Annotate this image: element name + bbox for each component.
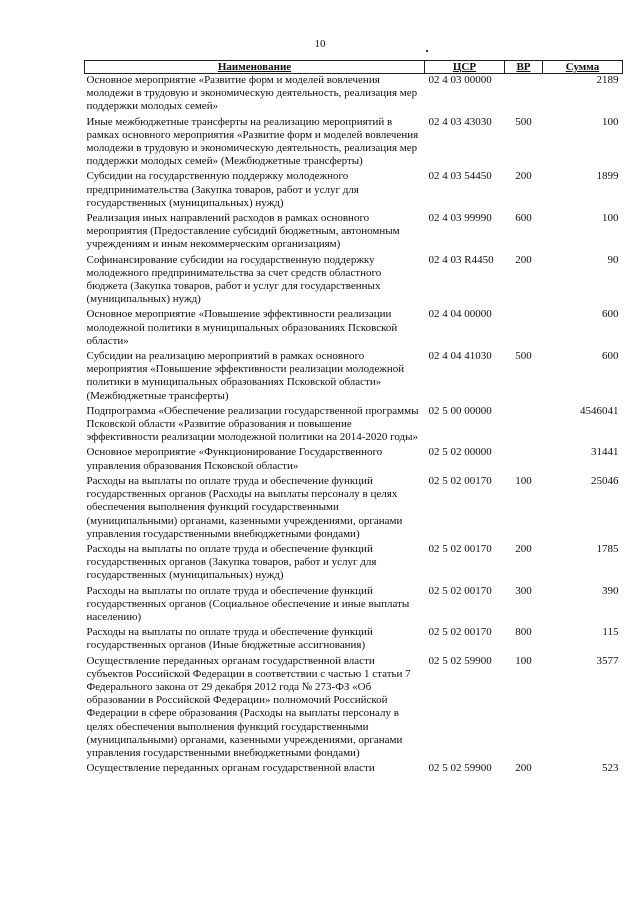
cell-name: Основное мероприятие «Функционирование Государственного управления образования Псковской области» (86, 446, 383, 472)
header-sum: Сумма (543, 61, 623, 74)
cell-sum: 3577 (596, 654, 619, 667)
cell-vr: 600 (515, 212, 532, 225)
header-vr: ВР (505, 61, 543, 74)
cell-vr (505, 74, 543, 116)
table-body (85, 74, 623, 778)
table-row (85, 212, 623, 254)
cell-name: Субсидии на реализацию мероприятий в рамках основного мероприятия «Повышение эффективности реализации молодежной политики в муниципальных образованиях Псковской области» (Межбюджетные трансферты) (86, 350, 405, 402)
cell-csr: 02 4 03 43030 (428, 115, 492, 128)
table-row (85, 170, 623, 212)
cell-name: Расходы на выплаты по оплате труда и обеспечение функций государственных органов (Закупка товаров, работ и услуг для государственных (муниципальных) нужд) (86, 542, 377, 582)
cell-name: Осуществление переданных органам государственной власти (86, 762, 375, 775)
cell-name: Подпрограмма «Обеспечение реализации государственной программы Псковской области «Развитие образования и повышение эффективности реализации молодежной политики на 2014-2020 годы» (86, 404, 419, 444)
cell-csr: 02 4 03 99990 (428, 212, 492, 225)
cell-vr: 500 (515, 350, 532, 363)
cell-sum: 2189 (596, 74, 619, 86)
table-row (85, 626, 623, 654)
cell-sum: 115 (602, 626, 619, 639)
cell-sum: 4546041 (580, 404, 619, 417)
cell-vr: 100 (515, 654, 532, 667)
cell-csr: 02 5 02 00170 (428, 542, 492, 555)
cell-sum: 1785 (596, 542, 619, 555)
cell-csr: 02 4 03 54450 (428, 170, 492, 183)
cell-sum: 90 (607, 253, 619, 266)
table-row (85, 405, 623, 447)
cell-csr: 02 5 02 59900 (428, 762, 492, 775)
cell-name: Субсидии на государственную поддержку молодежного предпринимательства (Закупка товаров, работ и услуг для государственных (муниципальных) нужд) (86, 170, 359, 209)
table-row (85, 475, 623, 543)
table-row (85, 308, 623, 350)
cell-vr: 100 (515, 474, 532, 487)
table-row (85, 446, 623, 474)
table-header-row (85, 61, 623, 74)
table-row (85, 116, 623, 171)
cell-csr: 02 4 03 00000 (428, 74, 492, 86)
cell-sum: 100 (602, 212, 619, 225)
cell-vr: 200 (515, 762, 532, 775)
cell-vr: 200 (515, 170, 532, 183)
cell-vr: 200 (515, 253, 532, 266)
table-row (85, 585, 623, 627)
cell-vr: 800 (515, 626, 532, 639)
cell-vr (505, 405, 543, 447)
table-row (85, 655, 623, 763)
cell-name: Софинансирование субсидии на государственную поддержку молодежного предпринимательства за счет средств областного бюджета (Закупка товаров, работ и услуг для государственных (муниципальных) нужд) (86, 253, 382, 306)
cell-name: Расходы на выплаты по оплате труда и обеспечение функций государственных органов (Иные бюджетные ассигнования) (86, 626, 373, 652)
cell-csr: 02 5 02 59900 (428, 654, 492, 667)
cell-sum: 390 (602, 584, 619, 597)
cell-name: Основное мероприятие «Развитие форм и моделей вовлечения молодежи в трудовую и экономическую деятельность, реализация мер поддержки молодых семей» (86, 74, 418, 113)
cell-csr: 02 4 04 41030 (428, 350, 492, 363)
table-row (85, 762, 623, 777)
cell-csr: 02 5 02 00170 (428, 584, 492, 597)
cell-vr: 300 (515, 584, 532, 597)
header-csr: ЦСР (425, 61, 505, 74)
table-row (85, 543, 623, 585)
cell-sum: 1899 (596, 170, 619, 183)
budget-table (84, 60, 623, 777)
cell-name: Осуществление переданных органам государственной власти субъектов Российской Федерации в соответствии с частью 1 статьи 7 Федерального закона от 29 декабря 2012 года № 273-ФЗ «Об образовании в Российской Федерации» полномочий Российской Федерации в сфере образования (Расходы на выплаты персоналу в целях обеспечения выполнения функций государственными (муниципальными) органами, казенными учреждениями, органами управления государственными внебюджетными фондами) (86, 654, 411, 759)
cell-sum: 25046 (591, 474, 619, 487)
cell-name: Расходы на выплаты по оплате труда и обеспечение функций государственных органов (Социальное обеспечение и иные выплаты населению) (86, 584, 410, 623)
header-name: Наименование (85, 61, 425, 74)
cell-sum: 600 (602, 350, 619, 363)
cell-sum: 31441 (591, 446, 619, 459)
table-row (85, 350, 623, 405)
cell-name: Основное мероприятие «Повышение эффективности реализации молодежной политики в муниципальных образованиях Псковской области» (86, 308, 398, 347)
cell-csr: 02 5 00 00000 (428, 404, 492, 417)
cell-name: Реализация иных направлений расходов в рамках основного мероприятия (Предоставление субсидий бюджетным, автономным учреждениям и иным некоммерческим организациям) (86, 212, 400, 251)
cell-vr: 500 (515, 115, 532, 128)
cell-sum: 600 (602, 308, 619, 321)
cell-name: Иные межбюджетные трансферты на реализацию мероприятий в рамках основного мероприятия «Развитие форм и моделей вовлечения молодежи в трудовую и экономическую деятельность, реализация мер поддержки молодых семей» (Межбюджетные трансферты) (86, 115, 419, 168)
table-row (85, 74, 623, 116)
cell-csr: 02 4 04 00000 (428, 308, 492, 321)
cell-csr: 02 5 02 00170 (428, 626, 492, 639)
cell-sum: 100 (602, 115, 619, 128)
cell-sum: 523 (602, 762, 619, 775)
cell-name: Расходы на выплаты по оплате труда и обеспечение функций государственных органов (Расходы на выплаты персоналу в целях обеспечения выполнения функций государственными (муниципальными) органами, казенными учреждениями, органами управления государственными внебюджетными фондами) (86, 474, 403, 540)
cell-csr: 02 5 02 00170 (428, 474, 492, 487)
stray-dot (426, 50, 428, 52)
cell-vr (505, 308, 543, 350)
cell-csr: 02 5 02 00000 (428, 446, 492, 459)
cell-vr (505, 446, 543, 474)
cell-csr: 02 4 03 R4450 (428, 253, 494, 266)
page-number: 10 (314, 38, 326, 50)
cell-vr: 200 (515, 542, 532, 555)
table-row (85, 254, 623, 309)
